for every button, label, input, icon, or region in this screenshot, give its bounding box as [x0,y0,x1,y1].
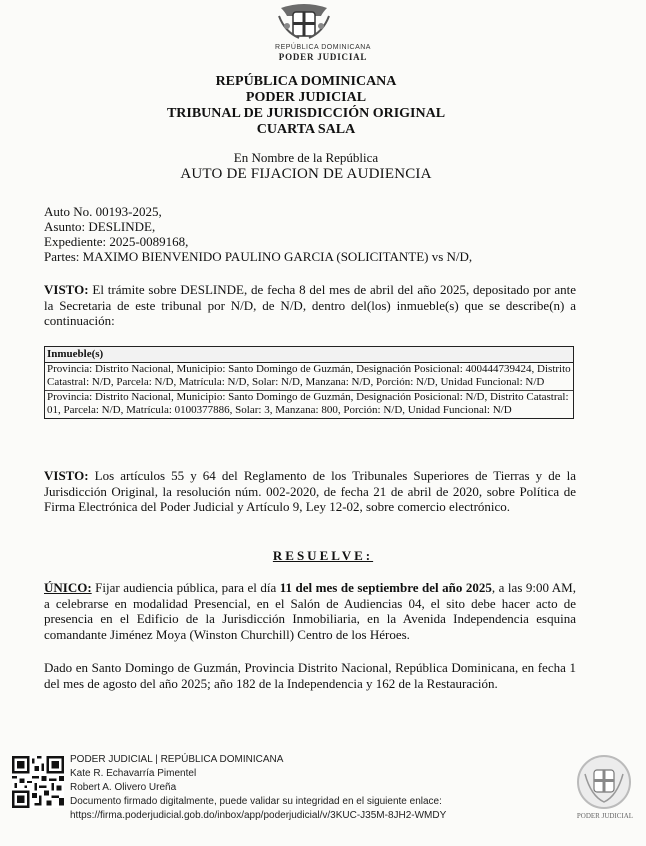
visto-articulos [44,468,576,515]
header-country: REPÚBLICA DOMINICANA [215,74,397,89]
signature-note: Documento firmado digitalmente, puede validar su integridad en el siguiente enlace: [70,796,442,807]
expediente: Expediente: 2025-0089168, [44,234,189,249]
logo-caption-country: REPÚBLICA DOMINICANA [275,44,371,51]
header-sala: CUARTA SALA [256,122,356,137]
seal-caption: PODER JUDICIAL [576,812,634,820]
coat-of-arms-icon [275,2,333,40]
document-title: AUTO DE FIJACION DE AUDIENCIA [180,166,432,182]
header-tribunal: TRIBUNAL DE JURISDICCIÓN ORIGINAL [166,106,446,121]
unico-date: 11 del mes de septiembre del año 2025 [279,580,492,595]
header-org: PODER JUDICIAL [245,90,367,105]
visto-text: Los artículos 55 y 64 del Reglamento de los Tribunales Superiores de Tierras y de la Jurisdicción Original, la resolución núm. 002-2020, de fecha 21 de abril de 2020, sobre Política de Firma Electrónica del Poder Judicial y Artículo 9, Ley 12-02, sobre comercio electrónico. [44,468,576,514]
signer-2: Robert A. Olivero Ureña [70,782,177,793]
visto-tramite [44,282,576,329]
asunto: Asunto: DESLINDE, [44,219,156,234]
visto-label: VISTO: [44,282,89,297]
unico-label: ÚNICO: [44,580,92,595]
visto-label: VISTO: [44,468,89,483]
dado-paragraph: Dado en Santo Domingo de Guzmán, Provincia Distrito Nacional, República Dominicana, en fecha 1 del mes de agosto del año 2025; año 182 de la Independencia y 162 de la Restauración. [44,660,576,691]
table-row: Provincia: Distrito Nacional, Municipio: Santo Domingo de Guzmán, Designación Posicional: N/D, Distrito Catastral: 01, Parcela: N/D, Matrícula: 0100377886, Solar: 3, Manzana: 800, Porción: N/D, Unidad Funcional: N/D [45,390,573,418]
logo-caption-org: PODER JUDICIAL [278,52,368,62]
visto-text: El trámite sobre DESLINDE, de fecha 8 del mes de abril del año 2025, depositado por ante la Secretaria de este tribunal por N/D, de N/D, dentro del(los) inmueble(s) que se describe(n) a continuación: [44,282,576,328]
signer-1: Kate R. Echavarría Pimentel [70,768,197,779]
table-row: Provincia: Distrito Nacional, Municipio: Santo Domingo de Guzmán, Designación Posicional: 400444739424, Distrito Catastral: N/D, Parcela: N/D, Matrícula: N/D, Solar: N/D, Manzana: N/D, Porción: N/D, Unidad Funcional: N/D [47,363,571,388]
inmuebles-table [44,346,574,419]
auto-number: Auto No. 00193-2025, [44,204,162,219]
resuelve-heading: RESUELVE: [272,548,374,563]
unico-text-a: Fijar audiencia pública, para el día [91,580,280,595]
validation-link[interactable]: https://firma.poderjudicial.gob.do/inbox/app/poderjudicial/v/3KUC-J35M-8JH2-WMDY [70,810,447,821]
qr-code-icon[interactable] [12,756,64,808]
table-header: Inmueble(s) [45,347,573,363]
unico-text-b: , a las 9:00 AM, a celebrarse en modalidad Presencial, en el Salón de Audiencias 04, el sito debe hacer acto de presencia en el Edificio de la Jurisdicción Inmobiliaria, en la Avenida Independencia esquina comandante Jiménez Moya (Winston Churchill) Centro de los Héroes. [44,580,576,642]
partes: Partes: MAXIMO BIENVENIDO PAULINO GARCIA (SOLICITANTE) vs N/D, [44,249,473,264]
unico-paragraph [44,580,576,642]
subheader-nombre: En Nombre de la República [233,150,379,165]
footer-org: PODER JUDICIAL | REPÚBLICA DOMINICANA [70,754,284,765]
seal-icon [575,752,633,812]
